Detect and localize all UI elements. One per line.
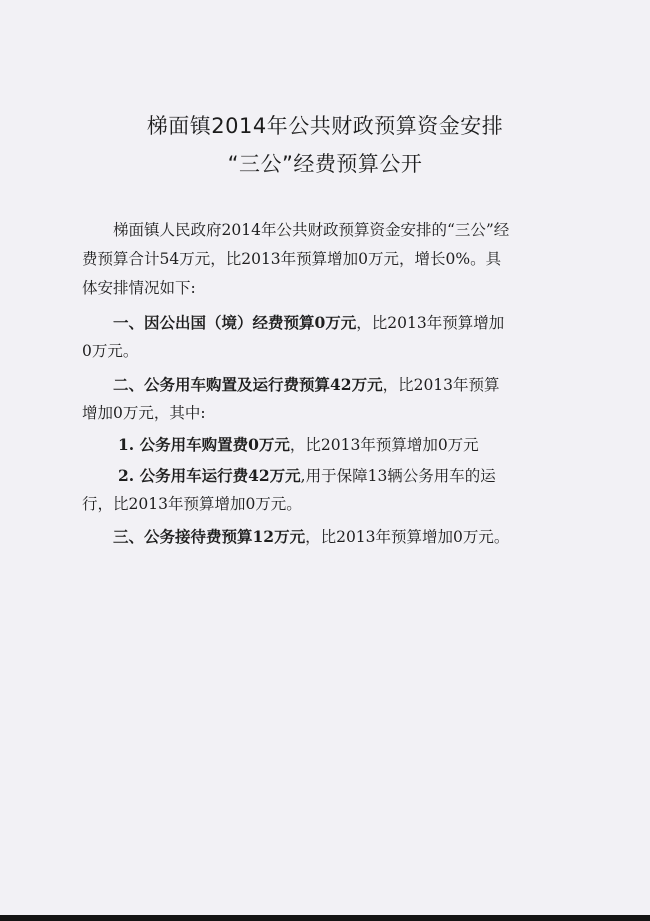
scan-bottom-edge — [0, 915, 650, 921]
item-3-text: ，比2013年预算增加0万元。 — [305, 528, 510, 546]
item-1-text: ，比2013年预算增加 — [356, 314, 505, 332]
item-2-1-line-1 — [82, 430, 572, 459]
item-2-2-text: ,用于保障13辆公务用车的运 — [300, 467, 496, 485]
item-3-line-1 — [82, 522, 572, 551]
item-2-1-heading: 1. 公务用车购置费0万元 — [118, 435, 290, 454]
item-3-heading: 三、公务接待费预算12万元 — [113, 527, 306, 546]
item-1-paragraph — [82, 308, 572, 366]
item-2-1-paragraph — [82, 430, 572, 459]
item-2-line-1 — [82, 370, 572, 399]
item-1-line-1 — [82, 308, 572, 337]
item-2-paragraph — [82, 370, 572, 428]
item-2-2-line-2: 行，比2013年预算增加0万元。 — [82, 495, 302, 513]
intro-line-3: 体安排情况如下: — [82, 279, 196, 297]
item-2-line-2: 增加0万元，其中: — [82, 404, 206, 422]
item-2-2-line-1 — [82, 461, 572, 490]
document-title-line-2: “三公”经费预算公开 — [227, 152, 423, 176]
document-title-line-1: 梯面镇2014年公共财政预算资金安排 — [146, 114, 504, 138]
item-2-text: ，比2013年预算 — [382, 376, 500, 394]
item-2-2-paragraph — [82, 461, 572, 519]
item-2-2-heading: 2. 公务用车运行费42万元 — [118, 466, 301, 485]
intro-line-2: 费预算合计54万元，比2013年预算增加0万元，增长0%。具 — [82, 250, 502, 268]
intro-line-1: 梯面镇人民政府2014年公共财政预算资金安排的“三公”经 — [113, 221, 510, 239]
item-3-paragraph — [82, 522, 572, 551]
item-2-1-text: ，比2013年预算增加0万元 — [289, 436, 479, 454]
item-1-line-2: 0万元。 — [82, 342, 139, 360]
item-1-heading: 一、因公出国（境）经费预算0万元 — [113, 313, 357, 332]
item-2-heading: 二、公务用车购置及运行费预算42万元 — [113, 375, 383, 394]
intro-paragraph — [82, 216, 572, 303]
